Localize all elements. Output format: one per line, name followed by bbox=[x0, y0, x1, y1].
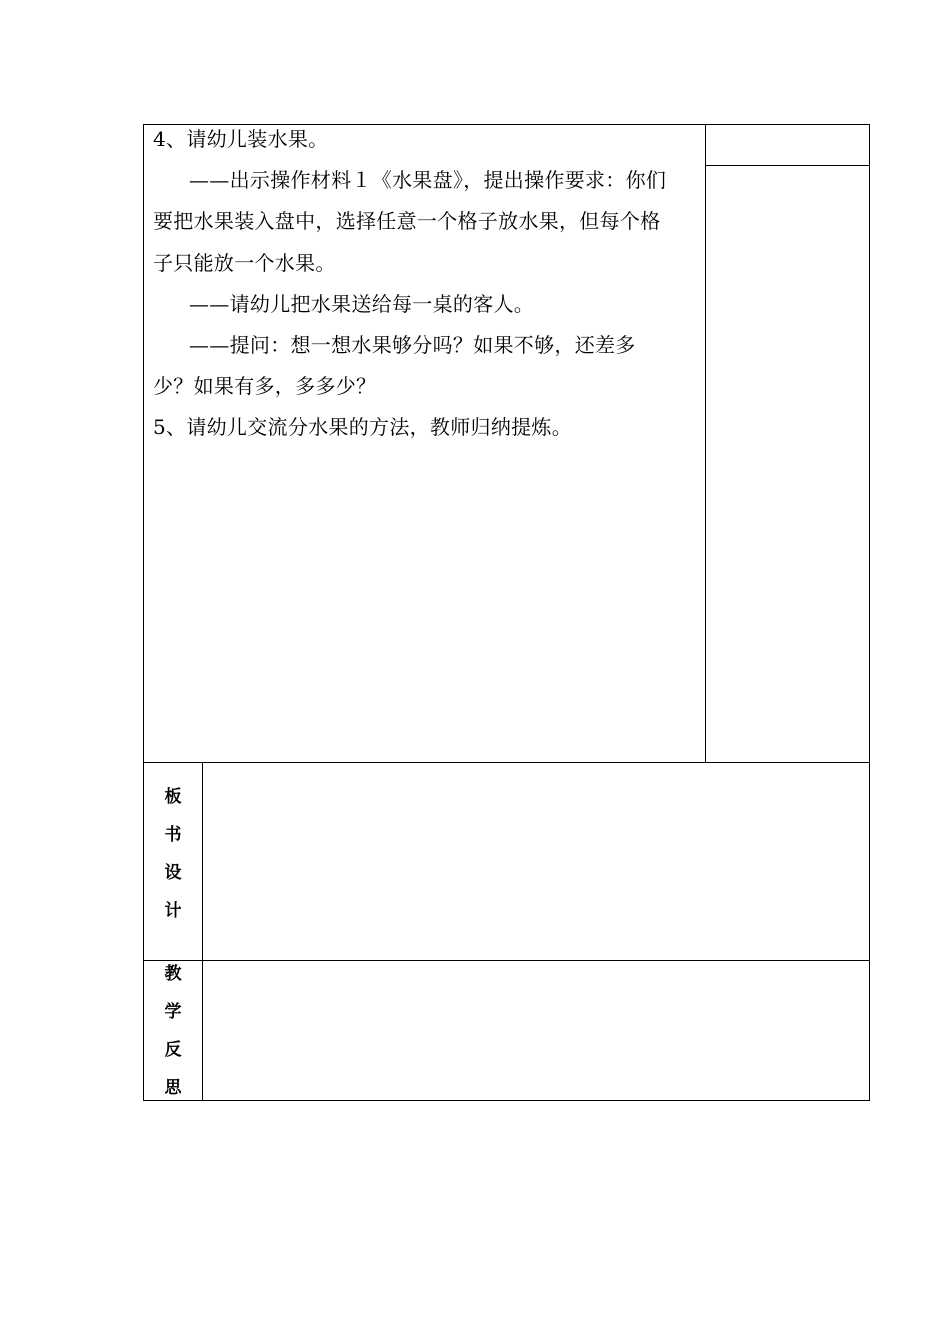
reflection-label-char: 教 bbox=[164, 964, 182, 984]
side-notes-cell bbox=[706, 166, 869, 762]
reflection-label-char: 学 bbox=[164, 1002, 182, 1022]
lesson-line-step4: 4、请幼儿装水果。 bbox=[153, 127, 329, 151]
teaching-reflection-content-cell bbox=[203, 961, 869, 1100]
lesson-line-show-material: ——出示操作材料１《水果盘》，提出操作要求：你们 bbox=[189, 168, 667, 192]
board-design-content-cell bbox=[203, 763, 869, 960]
table-bottom-border bbox=[143, 1100, 870, 1101]
reflection-label-char: 思 bbox=[164, 1078, 182, 1098]
table-right-border bbox=[869, 124, 870, 1101]
lesson-line-step5: 5、请幼儿交流分水果的方法，教师归纳提炼。 bbox=[153, 415, 573, 439]
lesson-line-question-cont: 少？如果有多，多多少？ bbox=[153, 374, 377, 398]
lesson-line-one-fruit: 子只能放一个水果。 bbox=[153, 251, 336, 275]
lesson-line-question: ——提问：想一想水果够分吗？如果不够，还差多 bbox=[189, 333, 636, 357]
lesson-line-deliver: ——请幼儿把水果送给每一桌的客人。 bbox=[189, 292, 535, 316]
reflection-label-char: 反 bbox=[164, 1040, 182, 1060]
table-left-border bbox=[143, 124, 144, 1101]
lesson-line-requirement: 要把水果装入盘中，选择任意一个格子放水果，但每个格 bbox=[153, 209, 661, 233]
side-top-cell bbox=[706, 125, 869, 165]
board-design-label-char: 设 bbox=[164, 863, 182, 883]
board-design-label-char: 板 bbox=[164, 787, 182, 807]
board-design-label-char: 计 bbox=[164, 901, 182, 921]
board-design-label-char: 书 bbox=[164, 825, 182, 845]
